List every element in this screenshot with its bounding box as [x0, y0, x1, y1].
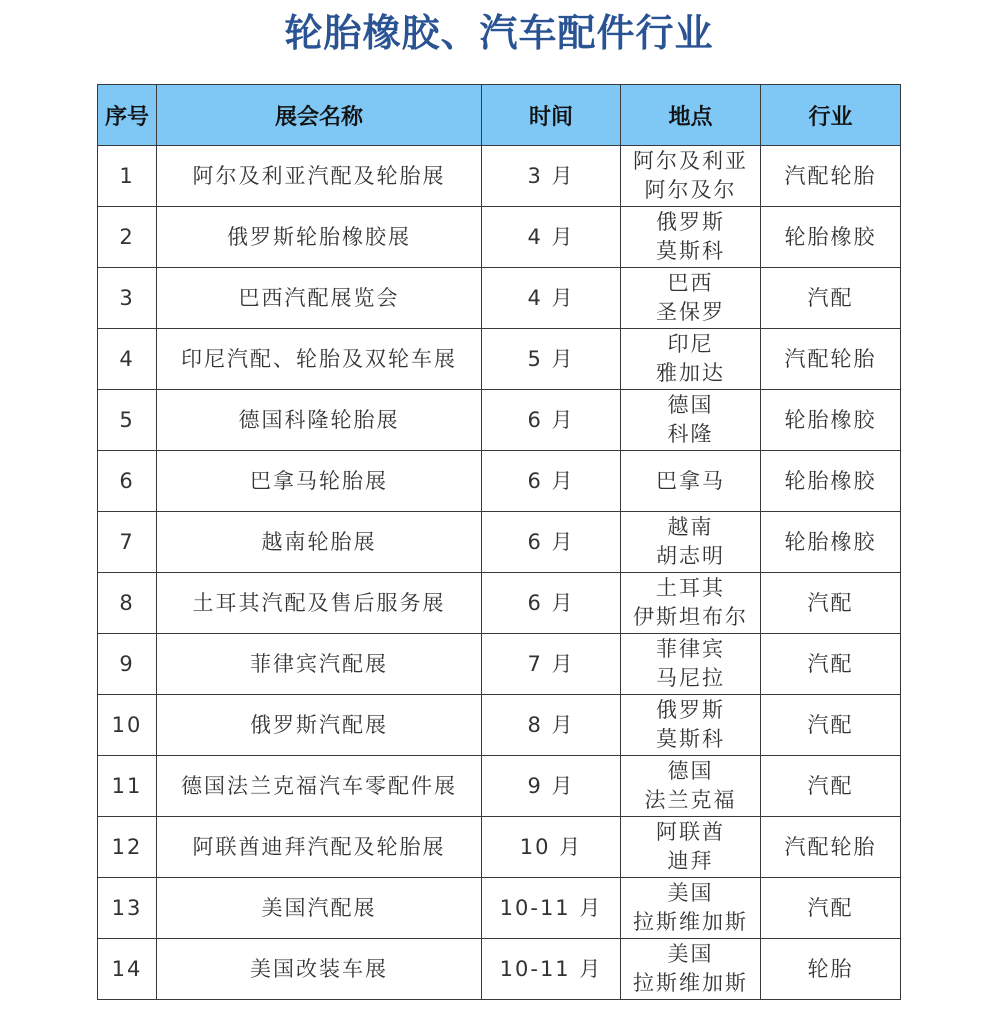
exhibition-name: 巴西汽配展览会: [157, 268, 482, 329]
page-title: 轮胎橡胶、汽车配件行业: [284, 11, 714, 55]
row-number: 7: [98, 512, 157, 573]
location-city: 阿尔及尔: [644, 178, 737, 202]
header-no: 序号: [98, 85, 157, 146]
exhibition-industry: 汽配: [761, 695, 901, 756]
exhibition-industry: 汽配轮胎: [761, 146, 901, 207]
exhibition-industry: 汽配: [761, 268, 901, 329]
exhibition-time: 6 月: [482, 451, 621, 512]
table-row: [98, 756, 901, 817]
exhibition-table: [97, 84, 901, 1000]
exhibition-industry: 汽配: [761, 634, 901, 695]
table-row: [98, 573, 901, 634]
exhibition-location: [621, 634, 761, 695]
exhibition-time: 6 月: [482, 390, 621, 451]
location-city: 拉斯维加斯: [633, 910, 748, 934]
table-row: [98, 634, 901, 695]
location-country: 阿尔及利亚: [633, 149, 748, 173]
exhibition-location: [621, 695, 761, 756]
exhibition-name: 俄罗斯汽配展: [157, 695, 482, 756]
exhibition-time: 3 月: [482, 146, 621, 207]
location-city: 圣保罗: [656, 300, 725, 324]
location-country: 土耳其: [656, 576, 725, 600]
location-country: 越南: [667, 515, 714, 539]
exhibition-time: 4 月: [482, 268, 621, 329]
location-country: 巴拿马: [656, 468, 725, 493]
location-country: 印尼: [667, 332, 714, 356]
location-city: 法兰克福: [644, 788, 737, 812]
exhibition-location: [621, 329, 761, 390]
location-city: 胡志明: [656, 544, 725, 568]
row-number: 4: [98, 329, 157, 390]
exhibition-industry: 轮胎橡胶: [761, 207, 901, 268]
row-number: 2: [98, 207, 157, 268]
exhibition-industry: 轮胎橡胶: [761, 390, 901, 451]
exhibition-time: 10-11 月: [482, 939, 621, 1000]
exhibition-location: [621, 451, 761, 512]
location-city: 马尼拉: [656, 666, 725, 690]
exhibition-location: [621, 756, 761, 817]
row-number: 9: [98, 634, 157, 695]
location-city: 科隆: [667, 422, 714, 446]
row-number: 5: [98, 390, 157, 451]
location-country: 巴西: [667, 271, 714, 295]
table-row: [98, 268, 901, 329]
table-header-row: [98, 85, 901, 146]
exhibition-industry: 汽配: [761, 573, 901, 634]
row-number: 3: [98, 268, 157, 329]
exhibition-name: 俄罗斯轮胎橡胶展: [157, 207, 482, 268]
row-number: 13: [98, 878, 157, 939]
location-country: 阿联酋: [656, 820, 725, 844]
location-country: 德国: [667, 393, 714, 417]
exhibition-location: [621, 939, 761, 1000]
exhibition-name: 德国科隆轮胎展: [157, 390, 482, 451]
row-number: 10: [98, 695, 157, 756]
location-country: 德国: [667, 759, 714, 783]
location-city: 莫斯科: [656, 239, 725, 263]
exhibition-name: 巴拿马轮胎展: [157, 451, 482, 512]
row-number: 1: [98, 146, 157, 207]
exhibition-name: 印尼汽配、轮胎及双轮车展: [157, 329, 482, 390]
row-number: 12: [98, 817, 157, 878]
table-row: [98, 695, 901, 756]
location-country: 美国: [667, 942, 714, 966]
exhibition-location: [621, 146, 761, 207]
exhibition-location: [621, 817, 761, 878]
exhibition-location: [621, 573, 761, 634]
exhibition-industry: 汽配轮胎: [761, 329, 901, 390]
location-city: 伊斯坦布尔: [633, 605, 748, 629]
row-number: 6: [98, 451, 157, 512]
row-number: 14: [98, 939, 157, 1000]
location-country: 俄罗斯: [656, 698, 725, 722]
row-number: 11: [98, 756, 157, 817]
exhibition-location: [621, 512, 761, 573]
exhibition-name: 德国法兰克福汽车零配件展: [157, 756, 482, 817]
exhibition-name: 越南轮胎展: [157, 512, 482, 573]
table-row: [98, 207, 901, 268]
table-row: [98, 878, 901, 939]
table-row: [98, 817, 901, 878]
table-row: [98, 390, 901, 451]
location-city: 莫斯科: [656, 727, 725, 751]
table-row: [98, 146, 901, 207]
exhibition-location: [621, 878, 761, 939]
location-city: 拉斯维加斯: [633, 971, 748, 995]
exhibition-time: 6 月: [482, 573, 621, 634]
table-row: [98, 512, 901, 573]
exhibition-location: [621, 268, 761, 329]
location-country: 俄罗斯: [656, 210, 725, 234]
header-name: 展会名称: [157, 85, 482, 146]
location-country: 美国: [667, 881, 714, 905]
exhibition-location: [621, 390, 761, 451]
exhibition-time: 5 月: [482, 329, 621, 390]
exhibition-name: 美国改装车展: [157, 939, 482, 1000]
exhibition-time: 7 月: [482, 634, 621, 695]
exhibition-time: 9 月: [482, 756, 621, 817]
exhibition-time: 10-11 月: [482, 878, 621, 939]
exhibition-name: 土耳其汽配及售后服务展: [157, 573, 482, 634]
exhibition-time: 8 月: [482, 695, 621, 756]
exhibition-industry: 汽配轮胎: [761, 817, 901, 878]
table-body: [98, 146, 901, 1000]
exhibition-industry: 轮胎橡胶: [761, 512, 901, 573]
location-country: 菲律宾: [656, 637, 725, 661]
exhibition-industry: 汽配: [761, 878, 901, 939]
exhibition-time: 4 月: [482, 207, 621, 268]
header-time: 时间: [482, 85, 621, 146]
exhibition-location: [621, 207, 761, 268]
exhibition-industry: 轮胎: [761, 939, 901, 1000]
exhibition-name: 阿联酋迪拜汽配及轮胎展: [157, 817, 482, 878]
location-city: 雅加达: [656, 361, 725, 385]
row-number: 8: [98, 573, 157, 634]
table-row: [98, 451, 901, 512]
location-city: 迪拜: [667, 849, 714, 873]
header-location: 地点: [621, 85, 761, 146]
exhibition-time: 10 月: [482, 817, 621, 878]
table-row: [98, 939, 901, 1000]
exhibition-name: 美国汽配展: [157, 878, 482, 939]
exhibition-name: 阿尔及利亚汽配及轮胎展: [157, 146, 482, 207]
exhibition-name: 菲律宾汽配展: [157, 634, 482, 695]
header-industry: 行业: [761, 85, 901, 146]
exhibition-industry: 轮胎橡胶: [761, 451, 901, 512]
exhibition-time: 6 月: [482, 512, 621, 573]
table-row: [98, 329, 901, 390]
exhibition-industry: 汽配: [761, 756, 901, 817]
